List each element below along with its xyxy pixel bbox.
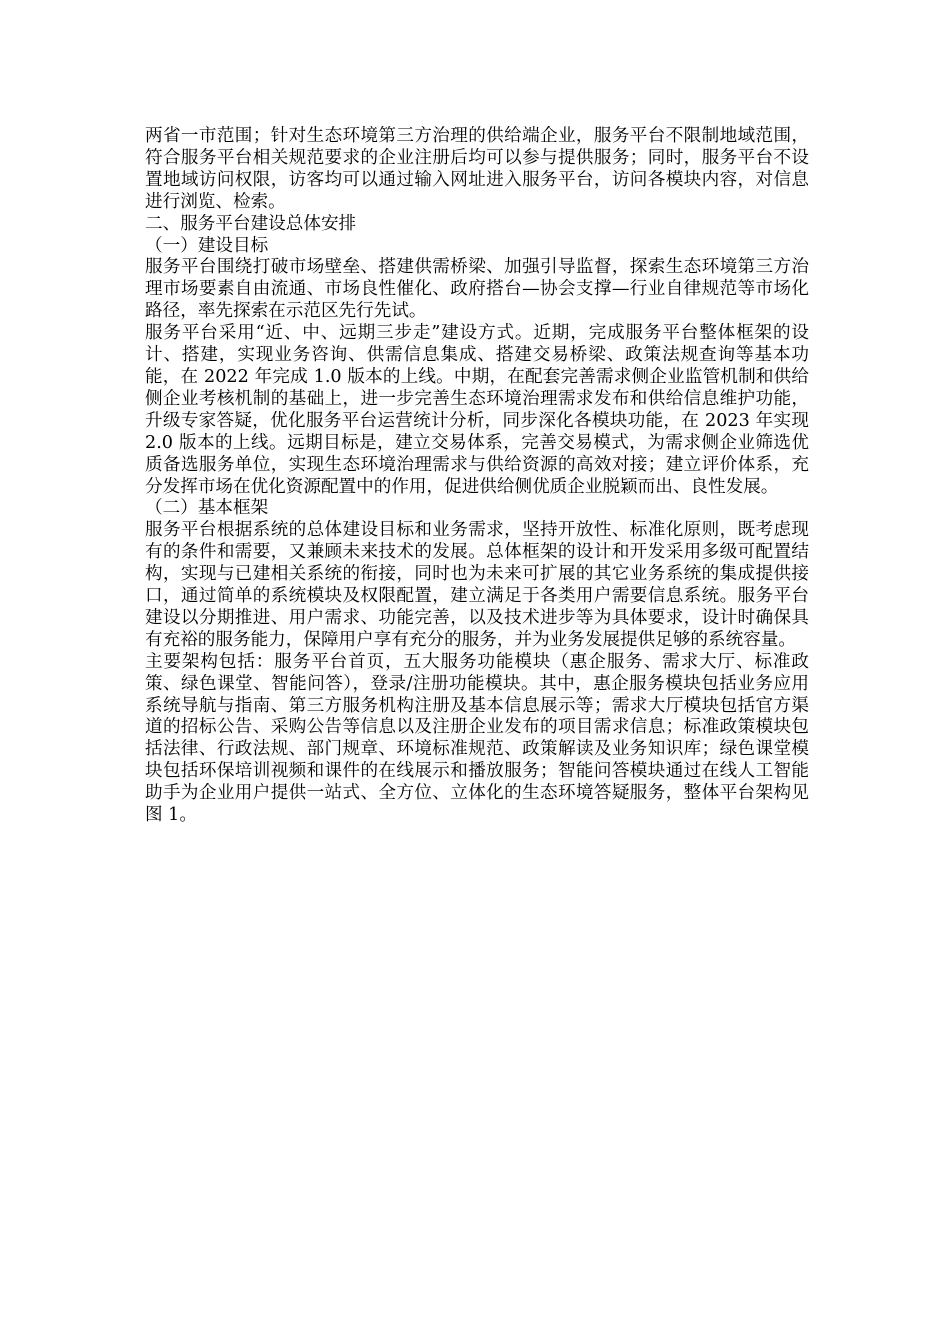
paragraph-three-steps: 服务平台采用“近、中、远期三步走”建设方式。近期，完成服务平台整体框架的设计、搭建，实现业务咨询、供需信息集成、搭建交易桥梁、政策法规查询等基本功能，在 2022 年完成 1.0 版本的上线。中期，在配套完善需求侧企业监管机制和供给侧企业考核机制的基础上，进一步完善生态环境治理需求发布和供给信息维护功能，升级专家答疑，优化服务平台运营统计分析，同步深化各模块功能，在 2023 年实现 2.0 版本的上线。远期目标是，建立交易体系，完善交易模式，为需求侧企业筛选优质备选服务单位，实现生态环境治理需求与供给资源的高效对接；建立评价体系，充分发挥市场在优化资源配置中的作用，促进供给侧优质企业脱颖而出、良性发展。 bbox=[145, 323, 809, 497]
paragraph-framework: 服务平台根据系统的总体建设目标和业务需求，坚持开放性、标准化原则，既考虑现有的条件和需要，又兼顾未来技术的发展。总体框架的设计和开发采用多级可配置结构，实现与已建相关系统的衔接，同时也为未来可扩展的其它业务系统的集成提供接口，通过简单的系统模块及权限配置，建立满足于各类用户需要信息系统。服务平台建设以分期推进、用户需求、功能完善，以及技术进步等为具体要求，设计时确保具有充裕的服务能力，保障用户享有充分的服务，并为业务发展提供足够的系统容量。 bbox=[145, 520, 809, 650]
subsection-heading-goals: （一）建设目标 bbox=[145, 235, 269, 256]
paragraph-scope: 两省一市范围；针对生态环境第三方治理的供给端企业，服务平台不限制地域范围，符合服务平台相关规范要求的企业注册后均可以参与提供服务；同时，服务平台不设置地域访问权限，访客均可以通过输入网址进入服务平台，访问各模块内容，对信息进行浏览、检索。 bbox=[145, 126, 809, 212]
section-heading-overall-arrangement: 二、服务平台建设总体安排 bbox=[145, 213, 357, 234]
paragraph-goals: 服务平台围绕打破市场壁垒、搭建供需桥梁、加强引导监督，探索生态环境第三方治理市场要素自由流通、市场良性催化、政府搭台—协会支撑—行业自律规范等市场化路径，率先探索在示范区先行先试。 bbox=[145, 257, 809, 322]
paragraph-architecture: 主要架构包括：服务平台首页，五大服务功能模块（惠企服务、需求大厅、标准政策、绿色课堂、智能问答），登录/注册功能模块。其中，惠企服务模块包括业务应用系统导航与指南、第三方服务机构注册及基本信息展示等；需求大厅模块包括官方渠道的招标公告、采购公告等信息以及注册企业发布的项目需求信息；标准政策模块包括法律、行政法规、部门规章、环境标准规范、政策解读及业务知识库；绿色课堂模块包括环保培训视频和课件的在线展示和播放服务；智能问答模块通过在线人工智能助手为企业用户提供一站式、全方位、立体化的生态环境答疑服务，整体平台架构见图 1。 bbox=[145, 651, 809, 826]
document-body bbox=[145, 126, 809, 827]
subsection-heading-framework: （二）基本框架 bbox=[145, 498, 269, 519]
